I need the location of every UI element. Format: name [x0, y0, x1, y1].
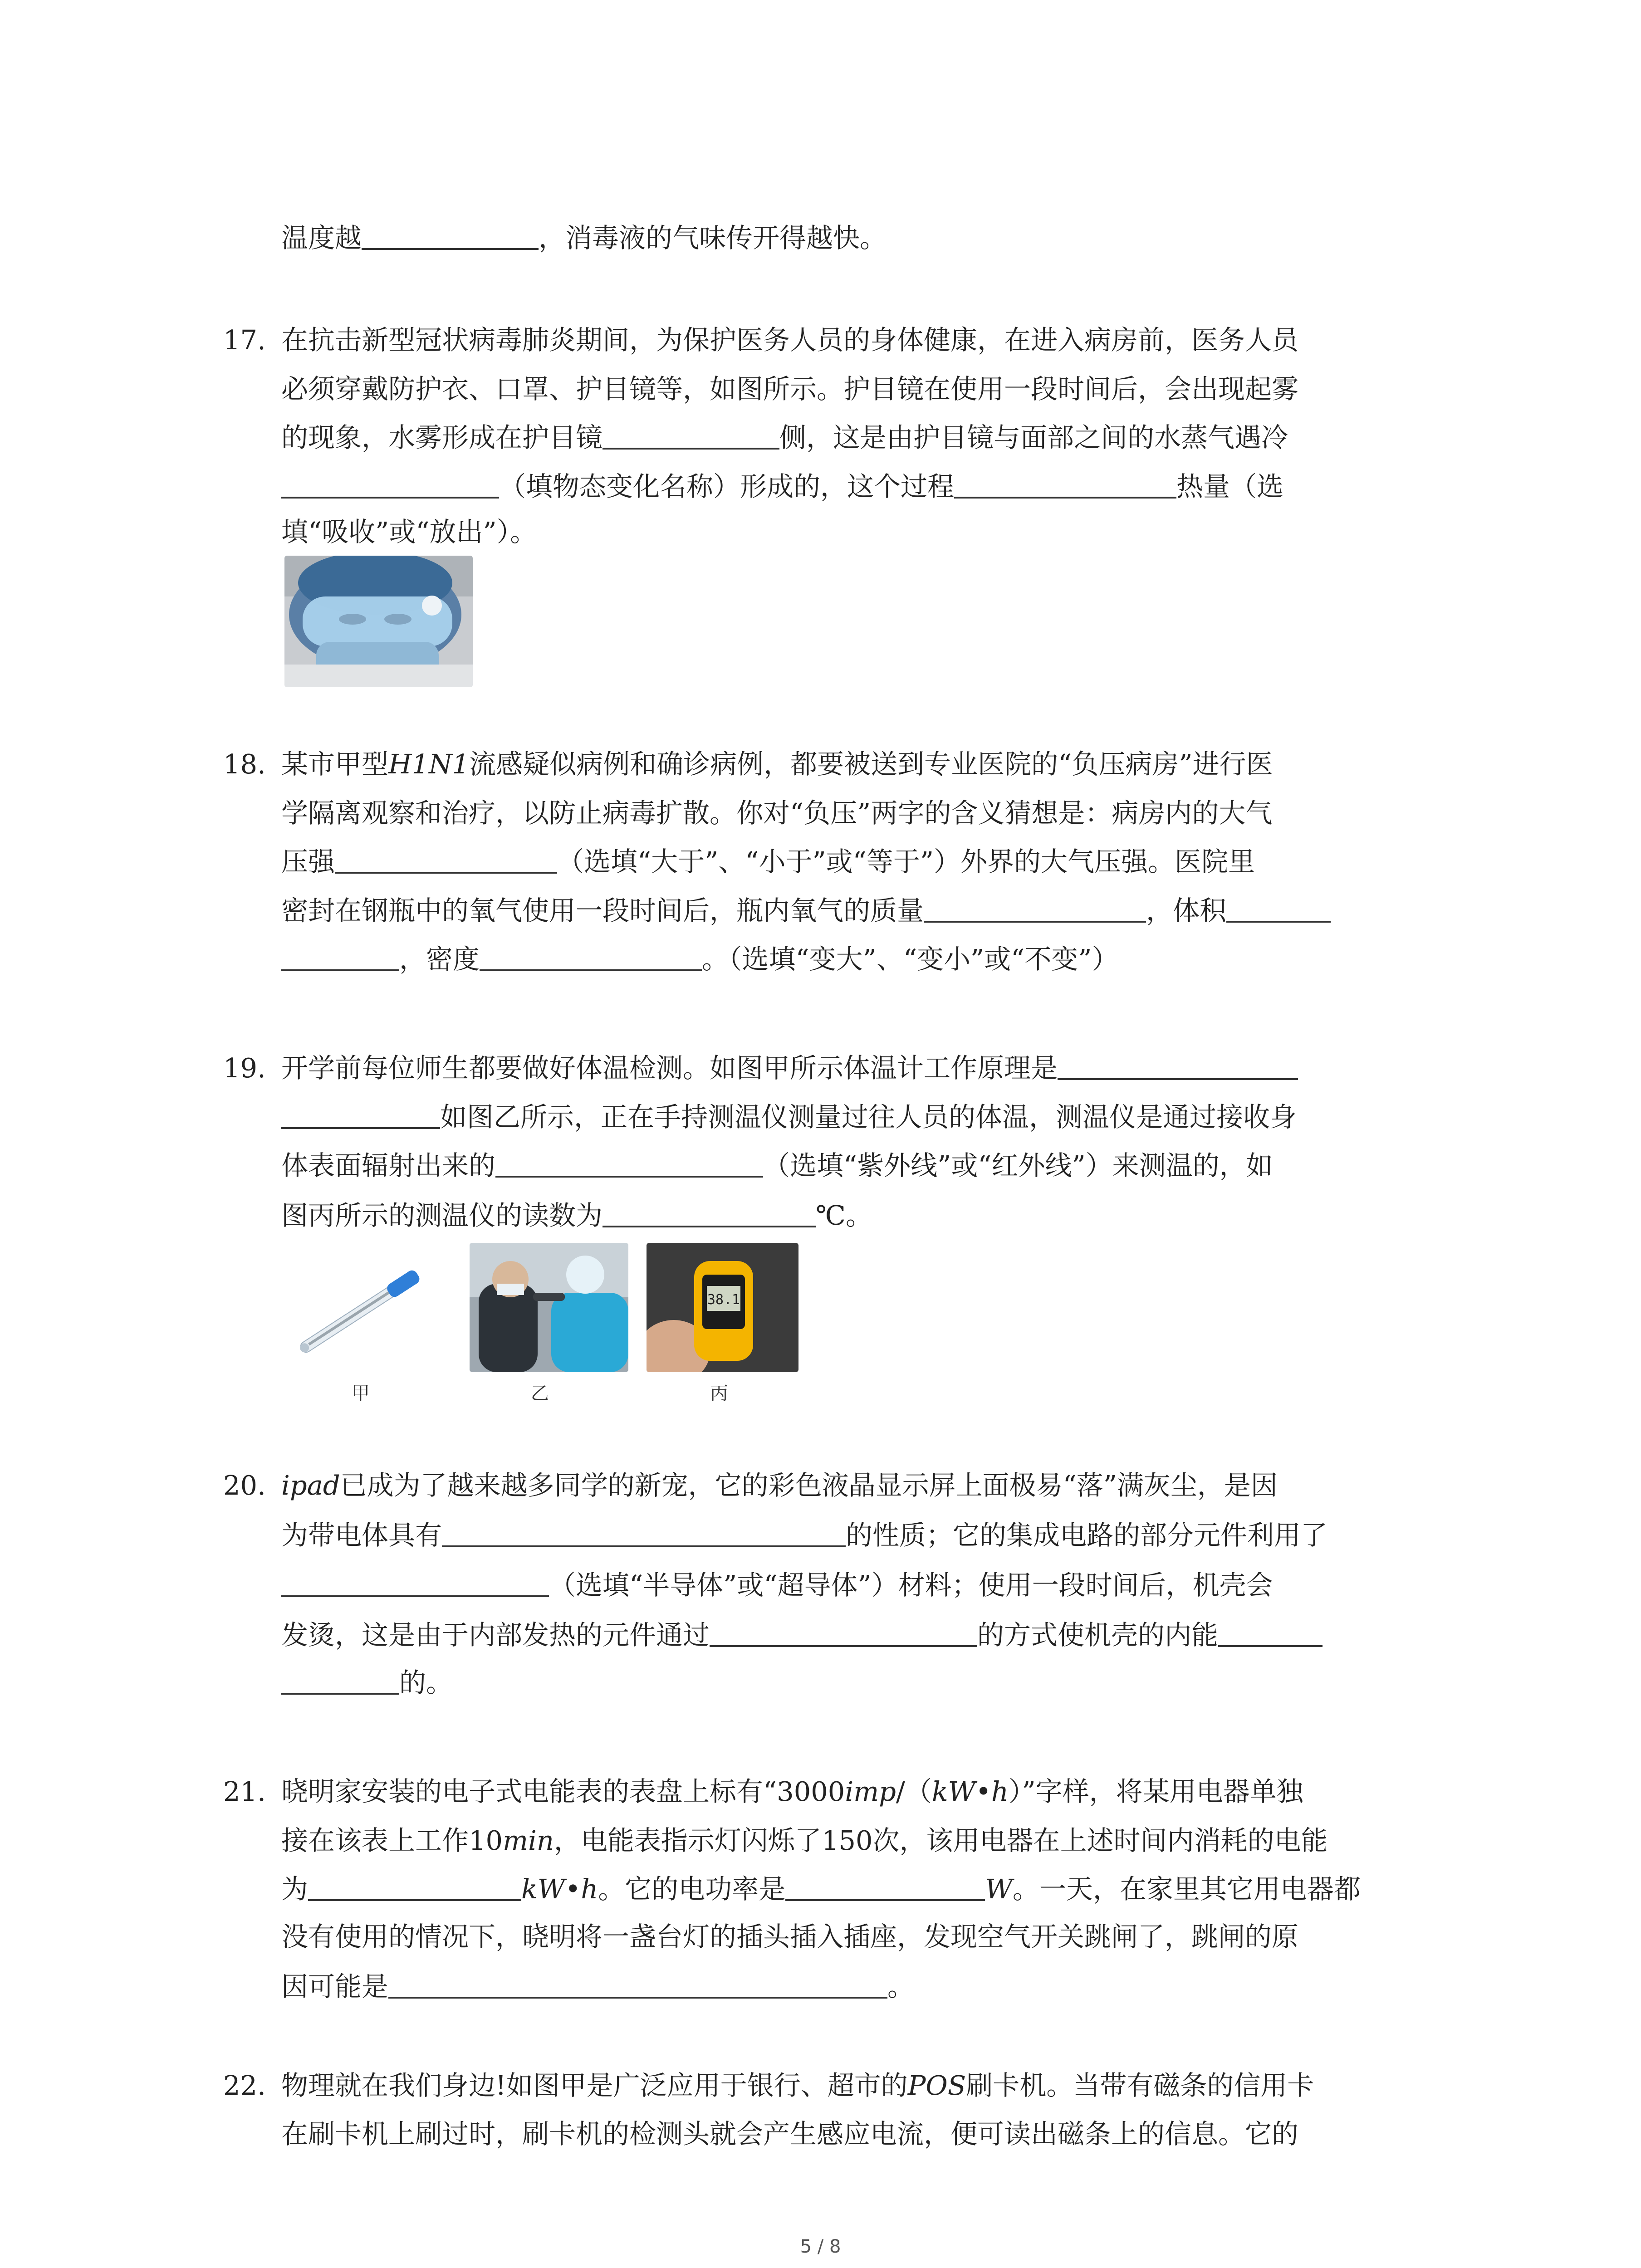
q20-line3 — [281, 1567, 1273, 1603]
q22-number: 22. — [223, 2070, 266, 2101]
q18-line1-text-a: 某市甲型 — [281, 748, 389, 780]
q22-line1 — [281, 2068, 1314, 2104]
q21-unit-kwh-2: kW•h — [521, 1873, 598, 1905]
thermometer-display-reading: 38.1 — [707, 1292, 740, 1308]
q20-line2-text-a: 为带电体具有 — [281, 1520, 442, 1551]
q19-line4-text-b: ℃。 — [816, 1200, 873, 1231]
q19-blank-2[interactable] — [495, 1149, 763, 1178]
q21-line5 — [281, 1969, 914, 2005]
q20-line2-text-b: 的性质；它的集成电路的部分元件利用了 — [846, 1520, 1328, 1551]
q21-line2-text-a: 接在该表上工作10 — [281, 1825, 503, 1856]
q20-line2 — [281, 1517, 1327, 1554]
q21-line4: 没有使用的情况下，晓明将一盏台灯的插头插入插座，发现空气开关跳闸了，跳闸的原 — [281, 1921, 1299, 1952]
q18-line3-text-a: 压强 — [281, 846, 335, 877]
q18-line5-text-b: 。（选填“变大”、“变小”或“不变”） — [702, 943, 1119, 975]
q20-number: 20. — [223, 1470, 266, 1501]
q20-line4-text-b: 的方式使机壳的内能 — [977, 1619, 1219, 1651]
q18-blank-1[interactable] — [335, 846, 557, 874]
q21-unit-min: min — [503, 1825, 554, 1856]
q18-blank-4[interactable] — [480, 943, 702, 971]
q17-line5: 填“吸收”或“放出”）。 — [281, 516, 537, 547]
q20-line4-text-a: 发烫，这是由于内部发热的元件通过 — [281, 1619, 710, 1651]
page-number: 5 / 8 — [800, 2236, 841, 2257]
q17-number: 17. — [223, 324, 266, 356]
q21-unit-kwh: kW•h — [931, 1776, 1009, 1807]
q16-blank-1[interactable] — [362, 222, 539, 250]
q22-line2: 在刷卡机上刷过时，刷卡机的检测头就会产生感应电流，便可读出磁条上的信息。它的 — [281, 2118, 1299, 2150]
q21-line2-text-b: ，电能表指示灯闪烁了150次，该用电器在上述时间内消耗的电能 — [554, 1825, 1328, 1856]
q19-line4 — [281, 1198, 872, 1234]
q16-text-a: 温度越 — [281, 222, 362, 254]
q20-blank-3[interactable] — [710, 1619, 977, 1647]
q17-line3-text-a: 的现象，水雾形成在护目镜 — [281, 422, 603, 453]
q21-line3-text-b: 。它的电功率是 — [598, 1873, 786, 1905]
q20-device-name: ipad — [281, 1470, 340, 1501]
q17-line2: 必须穿戴防护衣、口罩、护目镜等，如图所示。护目镜在使用一段时间后，会出现起雾 — [281, 373, 1299, 405]
q17-line4-text-b: 热量（选 — [1176, 471, 1284, 502]
q20-line1 — [281, 1467, 1278, 1504]
q20-line3-text: （选填“半导体”或“超导体”）材料；使用一段时间后，机壳会 — [549, 1569, 1273, 1601]
q17-blank-2[interactable] — [281, 470, 499, 499]
q19-line3-text-a: 体表面辐射出来的 — [281, 1150, 496, 1181]
q19-line3-text-b: （选填“紫外线”或“红外线”）来测温的，如 — [763, 1150, 1273, 1181]
q20-blank-4a[interactable] — [1218, 1619, 1323, 1647]
q18-line1 — [281, 746, 1273, 782]
q21-line3-text-c: 。一天，在家里其它用电器都 — [1012, 1873, 1361, 1905]
q17-line4 — [281, 469, 1283, 505]
q21-unit-w: W — [985, 1873, 1013, 1905]
q20-blank-4b[interactable] — [281, 1667, 399, 1695]
q18-line2: 学隔离观察和治疗，以防止病毒扩散。你对“负压”两字的含义猜想是：病房内的大气 — [281, 797, 1273, 829]
goggles-photo — [284, 556, 473, 687]
q19-blank-1b[interactable] — [281, 1101, 440, 1129]
q19-line2 — [281, 1099, 1297, 1135]
caption-yi: 乙 — [531, 1383, 549, 1404]
q17-line1: 在抗击新型冠状病毒肺炎期间，为保护医务人员的身体健康，在进入病房前，医务人员 — [281, 324, 1299, 356]
q21-unit-imp: imp — [845, 1776, 896, 1807]
q18-line3 — [281, 844, 1255, 880]
q16-text-b: ，消毒液的气味传开得越快。 — [539, 222, 887, 254]
q21-line3 — [281, 1871, 1361, 1907]
infrared-thermometer-illustration — [647, 1243, 798, 1372]
q22-line1-text-b: 刷卡机。当带有磁条的信用卡 — [966, 2070, 1314, 2101]
q21-line1-text-a: 晓明家安装的电子式电能表的表盘上标有“3000 — [281, 1776, 845, 1807]
q22-line1-text-a: 物理就在我们身边!如图甲是广泛应用于银行、超市的 — [281, 2070, 908, 2101]
q18-blank-2[interactable] — [924, 894, 1146, 923]
q21-line1-text-b: /（ — [896, 1776, 932, 1807]
q18-line4-text-a: 密封在钢瓶中的氧气使用一段时间后，瓶内氧气的质量 — [281, 895, 924, 926]
q20-blank-1[interactable] — [442, 1519, 846, 1547]
q18-blank-3a[interactable] — [1226, 894, 1331, 923]
q21-line1 — [281, 1774, 1303, 1810]
q18-virus-name: H1N1 — [388, 748, 470, 780]
q22-pos-term: POS — [907, 2070, 966, 2101]
q18-line5 — [281, 941, 1119, 978]
q18-line3-text-b: （选填“大于”、“小于”或“等于”）外界的大气压强。医院里 — [557, 846, 1255, 877]
temperature-check-illustration — [470, 1243, 628, 1372]
q17-blank-3[interactable] — [954, 470, 1176, 499]
q17-line3-text-b: 侧，这是由护目镜与面部之间的水蒸气遇冷 — [779, 422, 1288, 453]
q16-line1 — [281, 220, 887, 256]
q21-line5-text-a: 因可能是 — [281, 1971, 389, 2002]
clinical-thermometer-icon — [281, 1245, 431, 1381]
caption-jia: 甲 — [352, 1383, 370, 1404]
q20-blank-2[interactable] — [281, 1569, 549, 1597]
temperature-check-photo — [470, 1243, 628, 1372]
q18-line4-text-b: ，体积 — [1146, 895, 1227, 926]
q19-line1 — [281, 1050, 1298, 1086]
q21-line3-text-a: 为 — [281, 1873, 309, 1905]
q17-line3 — [281, 420, 1288, 456]
q21-blank-2[interactable] — [785, 1873, 985, 1901]
q19-line1-text: 开学前每位师生都要做好体温检测。如图甲所示体温计工作原理是 — [281, 1052, 1058, 1084]
q20-line1-text: 已成为了越来越多同学的新宠，它的彩色液晶显示屏上面极易“落”满灰尘，是因 — [340, 1470, 1278, 1501]
q18-blank-3b[interactable] — [281, 943, 399, 971]
q17-blank-1[interactable] — [603, 421, 779, 450]
q19-number: 19. — [223, 1052, 266, 1084]
q21-blank-3[interactable] — [388, 1970, 887, 1999]
q19-blank-1a[interactable] — [1058, 1052, 1298, 1080]
q19-line3 — [281, 1148, 1273, 1184]
q20-line5-text: 的。 — [399, 1667, 453, 1698]
q20-line4 — [281, 1617, 1323, 1653]
goggles-illustration — [284, 556, 473, 687]
q19-blank-3[interactable] — [603, 1199, 816, 1227]
q18-line1-text-b: 流感疑似病例和确诊病例，都要被送到专业医院的“负压病房”进行医 — [469, 748, 1273, 780]
q18-line5-text-a: ，密度 — [399, 943, 480, 975]
q20-line5 — [281, 1665, 453, 1701]
q19-line2-text: 如图乙所示，正在手持测温仪测量过往人员的体温，测温仪是通过接收身 — [440, 1101, 1297, 1133]
infrared-thermometer-photo — [647, 1243, 798, 1372]
q19-line4-text-a: 图丙所示的测温仪的读数为 — [281, 1200, 603, 1231]
q21-blank-1[interactable] — [308, 1873, 521, 1901]
q21-number: 21. — [223, 1776, 266, 1807]
q18-line4 — [281, 893, 1331, 929]
thermometer-image — [281, 1245, 431, 1381]
q21-line1-text-c: ）”字样，将某用电器单独 — [1009, 1776, 1303, 1807]
q18-number: 18. — [223, 748, 266, 780]
caption-bing: 丙 — [710, 1383, 728, 1404]
q17-line4-text-a: （填物态变化名称）形成的，这个过程 — [499, 471, 955, 502]
q21-line2 — [281, 1823, 1328, 1859]
q21-line5-text-b: 。 — [887, 1971, 915, 2002]
